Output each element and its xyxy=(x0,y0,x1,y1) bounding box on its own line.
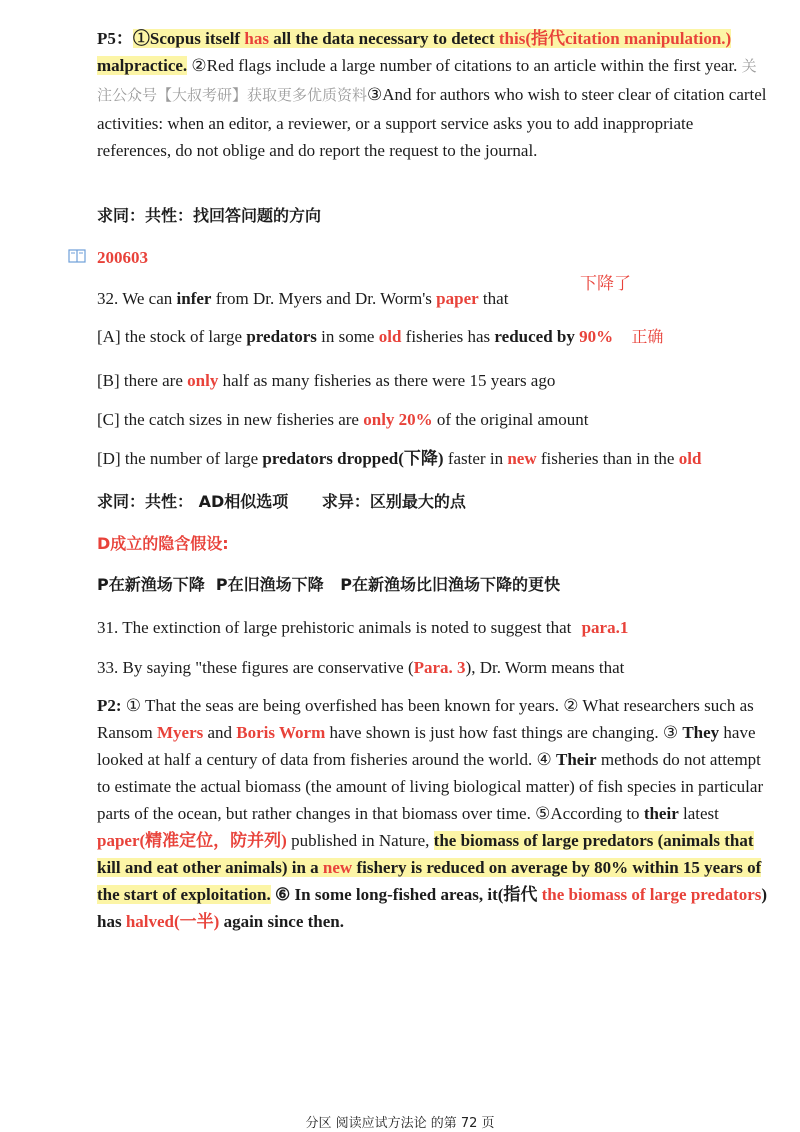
p5-label: P5： xyxy=(97,29,133,48)
q32-c: that xyxy=(478,289,509,308)
opt-c-only: only 20% xyxy=(363,410,433,429)
p2-myers: Myers xyxy=(156,723,204,742)
q32-infer: infer xyxy=(176,289,212,308)
p2-s3: have looked at half a century of data from fisheries around the world. ④ xyxy=(97,723,756,769)
p2-their: Their xyxy=(555,750,597,769)
heading-common: 求同：共性：找回答问题的方向 xyxy=(97,206,322,225)
opt-a-old: old xyxy=(378,327,402,346)
p5-s3: ③And for authors who wish to steer clear of citation cartel activities: when an editor, a reviewer, or a support service asks you to add inappropriate references, do not oblige and do report the request to the journal. xyxy=(97,85,767,160)
p5-s1e: malpractice. xyxy=(97,56,188,75)
option-b xyxy=(97,367,769,394)
p2-they: They xyxy=(682,723,720,742)
p5-s2: ②Red flags include a large number of citations to an article within the first year. xyxy=(187,56,742,75)
opt-b-only: only xyxy=(187,371,219,390)
opt-d-old: old xyxy=(678,449,702,468)
p2-halved: halved(一半) xyxy=(125,912,220,931)
opt-d-text: [D] the number of large xyxy=(97,449,263,468)
heading-p-decline: P在新渔场下降 P在旧渔场下降 P在新渔场比旧渔场下降的更快 xyxy=(97,575,561,594)
q32-b: from Dr. Myers and Dr. Worm's xyxy=(211,289,437,308)
p2-s8: ) has xyxy=(97,885,768,931)
q32-a: 32. We can xyxy=(97,289,177,308)
p2-s5: latest xyxy=(678,804,719,823)
book-icon xyxy=(68,249,86,263)
p5-s1a: Scopus itself xyxy=(149,29,245,48)
opt-d-predators: predators dropped(下降) xyxy=(262,449,444,468)
q33-b: ), Dr. Worm means that xyxy=(465,658,625,677)
p2-s2: have shown is just how fast things are changing. ③ xyxy=(325,723,683,742)
p2-highlight-1: the biomass of large predators (animals that kill and eat other animals) in a xyxy=(97,831,754,877)
q32-note: 下降了 xyxy=(580,274,631,294)
q33-a: 33. By saying "these figures are conservative ( xyxy=(97,658,414,677)
q31-ref: para.1 xyxy=(581,618,629,637)
opt-a-correct-note: 正确 xyxy=(631,327,664,346)
opt-a-reduced: reduced by xyxy=(494,327,575,346)
p2-s9: again since then. xyxy=(219,912,345,931)
opt-a-text: [A] the stock of large xyxy=(97,327,247,346)
paragraph-p5 xyxy=(97,25,769,164)
watermark-text: 关注公众号【大叔考研】获取更多优质资料 xyxy=(97,59,757,104)
page-footer: 分区 阅读应试方法论 的第 72 页 xyxy=(305,1116,495,1131)
p2-new: new xyxy=(322,858,353,877)
heading-ad-similar: 求同：共性： AD相似选项 xyxy=(97,492,289,511)
p2-s7: ⑥ In some long-fished areas, it(指代 xyxy=(270,885,542,904)
q31-text: 31. The extinction of large prehistoric animals is noted to suggest that xyxy=(97,618,572,637)
opt-a-text2: in some xyxy=(316,327,379,346)
p2-highlight-2: fishery is reduced on average by 80% within 15 years of the start of exploitation. xyxy=(97,858,762,904)
opt-a-pct: 90% xyxy=(579,327,614,346)
p2-ref: the biomass of large predators xyxy=(541,885,762,904)
opt-a-text3: fisheries has xyxy=(401,327,495,346)
opt-b-text: [B] there are xyxy=(97,371,188,390)
p2-label: P2: xyxy=(97,696,122,715)
opt-a-predators: predators xyxy=(246,327,317,346)
option-d xyxy=(97,445,787,472)
paragraph-p2 xyxy=(97,692,769,935)
opt-d-text3: fisheries than in the xyxy=(536,449,679,468)
p2-and: and xyxy=(203,723,237,742)
opt-d-new: new xyxy=(507,449,537,468)
question-32 xyxy=(97,285,769,312)
question-31 xyxy=(97,614,769,641)
opt-b-text2: half as many fisheries as there were 15 years ago xyxy=(218,371,556,390)
p2-s1: ① That the seas are being overfished has been known for years. ② What researchers such as Ransom xyxy=(97,696,754,742)
p2-their2: their xyxy=(643,804,679,823)
exam-code: 200603 xyxy=(97,248,148,267)
p2-s6: published in Nature, xyxy=(286,831,434,850)
opt-c-text: [C] the catch sizes in new fisheries are xyxy=(97,410,364,429)
option-a xyxy=(97,323,769,350)
p2-worm: Boris Worm xyxy=(236,723,326,742)
p5-c1: ① xyxy=(132,29,150,48)
opt-c-text2: of the original amount xyxy=(432,410,589,429)
p5-has: has xyxy=(244,29,269,48)
opt-d-text2: faster in xyxy=(443,449,508,468)
question-33 xyxy=(97,654,769,681)
heading-hidden-assumption: D成立的隐含假设: xyxy=(97,534,229,553)
q33-ref: Para. 3 xyxy=(413,658,466,677)
option-c xyxy=(97,406,769,433)
q32-paper: paper xyxy=(436,289,479,308)
p5-s1c: all the data necessary to detect xyxy=(268,29,499,48)
heading-ad xyxy=(97,488,769,515)
p5-this-ref: this(指代citation manipulation.) xyxy=(498,29,732,48)
p2-paper: paper(精准定位，防并列) xyxy=(97,831,287,850)
p2-s4: methods do not attempt to estimate the actual biomass (the amount of living biological matter) of fish species in particular parts of the ocean, but rather changes in that biomass over time. ⑤According to xyxy=(97,750,764,823)
heading-diff: 求异：区别最大的点 xyxy=(321,492,466,511)
